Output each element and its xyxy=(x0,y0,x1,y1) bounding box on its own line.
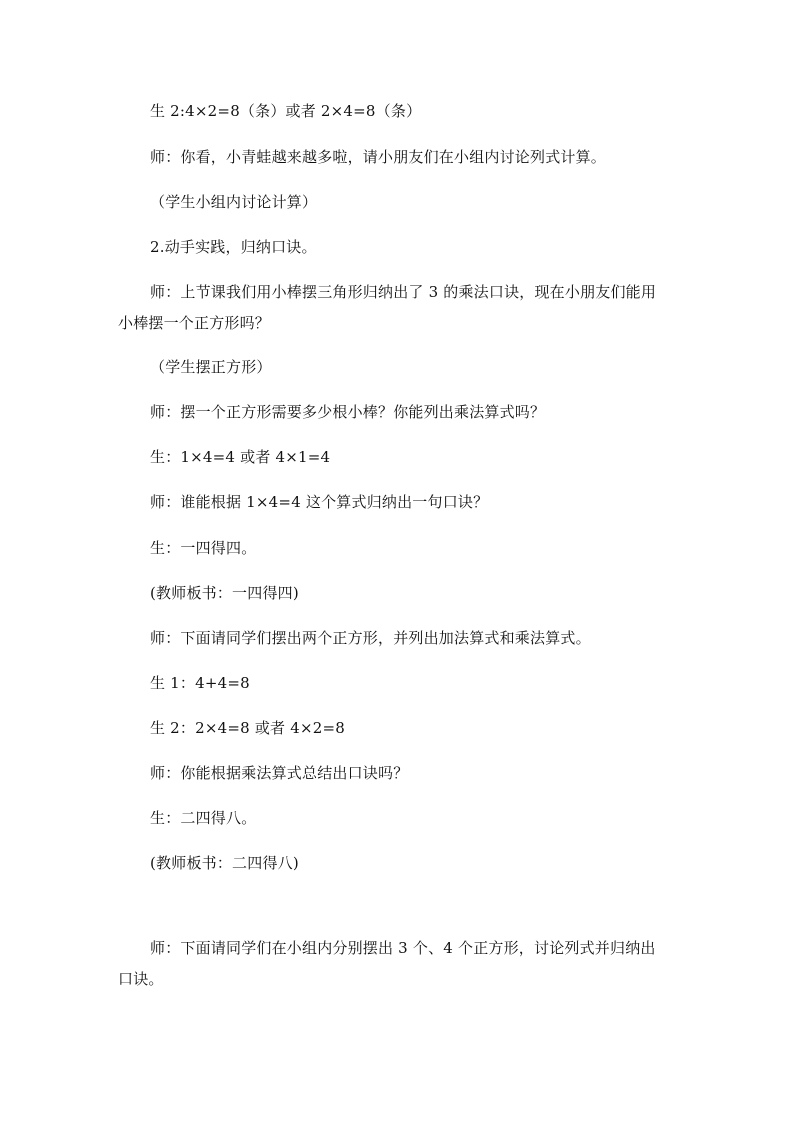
paragraph-student-equation: 生：1×4=4 或者 4×1=4 xyxy=(150,448,331,466)
paragraph-teacher-prompt: 师：你看，小青蛙越来越多啦，请小朋友们在小组内讨论列式计算。 xyxy=(150,148,607,166)
paragraph-teacher-question: 师：摆一个正方形需要多少根小棒？你能列出乘法算式吗？ xyxy=(150,403,546,421)
paragraph-teacher-two-squares: 师：下面请同学们摆出两个正方形，并列出加法算式和乘法算式。 xyxy=(150,629,591,647)
paragraph-student2-answer: 生 2:4×2=8（条）或者 2×4=8（条） xyxy=(150,102,422,120)
section-heading-hands-on: 2.动手实践，归纳口诀。 xyxy=(150,238,317,256)
paragraph-teacher-intro-line1: 师：上节课我们用小棒摆三角形归纳出了 3 的乘法口诀，现在小朋友们能用 xyxy=(150,283,657,301)
paragraph-teacher-intro-line2: 小棒摆一个正方形吗？ xyxy=(118,314,271,332)
paragraph-student1-addition: 生 1：4+4=8 xyxy=(150,674,250,692)
paragraph-teacher-group-task-line1: 师：下面请同学们在小组内分别摆出 3 个、4 个正方形，讨论列式并归纳出 xyxy=(150,939,656,957)
paragraph-teacher-group-task-line2: 口诀。 xyxy=(118,970,164,988)
paragraph-teacher-rhyme-question: 师：谁能根据 1×4=4 这个算式归纳出一句口诀？ xyxy=(150,493,489,511)
paragraph-student2-multiplication: 生 2：2×4=8 或者 4×2=8 xyxy=(150,719,345,737)
paragraph-students-build-square: （学生摆正方形） xyxy=(150,358,272,376)
paragraph-student-rhyme-2: 生：二四得八。 xyxy=(150,809,257,827)
paragraph-student-rhyme: 生：一四得四。 xyxy=(150,539,257,557)
paragraph-group-discussion: （学生小组内讨论计算） xyxy=(150,193,318,211)
paragraph-board-note-2: (教师板书：二四得八) xyxy=(150,854,299,872)
paragraph-teacher-summarize: 师：你能根据乘法算式总结出口诀吗？ xyxy=(150,764,409,782)
paragraph-board-note-1: (教师板书：一四得四) xyxy=(150,584,299,602)
